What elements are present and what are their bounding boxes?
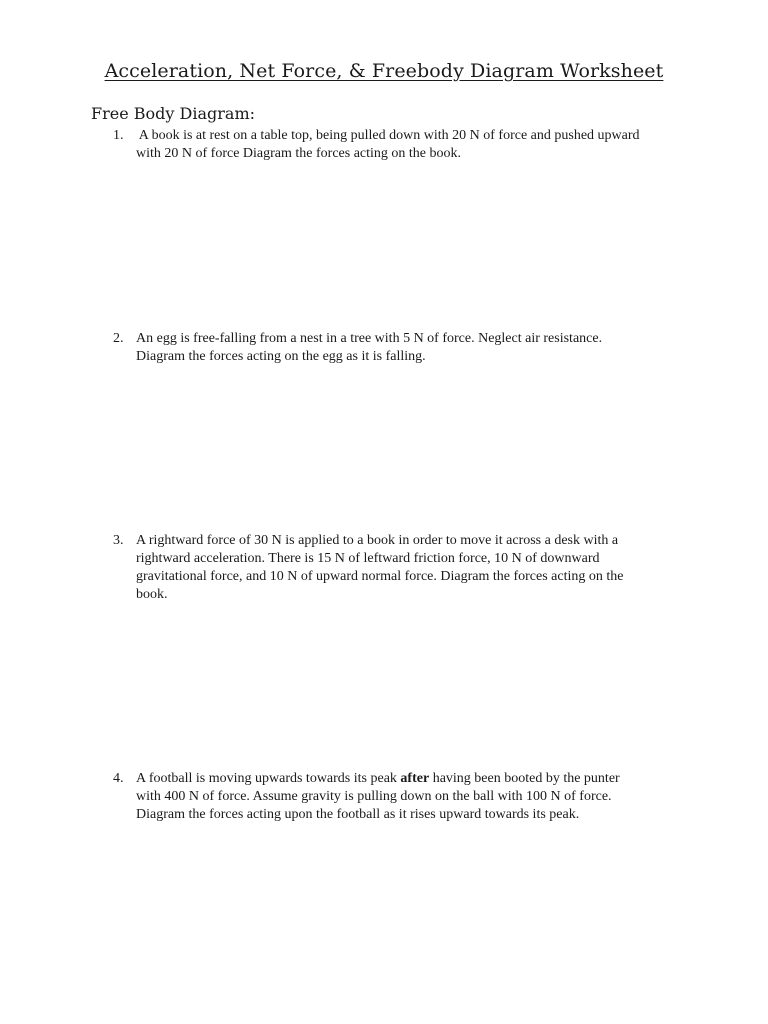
question-line <box>136 770 676 788</box>
emphasis-text: after <box>400 771 430 786</box>
question-text <box>136 532 676 604</box>
question-line: gravitational force, and 10 N of upward normal force. Diagram the forces acting on the <box>136 569 624 584</box>
question-number: 4. <box>113 771 124 786</box>
question-text <box>136 770 676 824</box>
question-line: A book is at rest on a table top, being pulled down with 20 N of force and pushed upward <box>136 128 640 143</box>
question-number: 3. <box>113 533 124 548</box>
question-line: with 20 N of force Diagram the forces acting on the book. <box>136 146 462 161</box>
question-line: with 400 N of force. Assume gravity is pulling down on the ball with 100 N of force. <box>136 789 612 804</box>
question-text <box>136 330 676 366</box>
question-text <box>136 127 676 163</box>
question-number: 2. <box>113 331 124 346</box>
question-line: Diagram the forces acting upon the football as it rises upward towards its peak. <box>136 807 580 822</box>
question-line: rightward acceleration. There is 15 N of leftward friction force, 10 N of downward <box>136 551 600 566</box>
section-heading: Free Body Diagram: <box>91 104 256 123</box>
question-line: An egg is free-falling from a nest in a tree with 5 N of force. Neglect air resistance. <box>136 331 603 346</box>
question-text-segment: having been booted by the punter <box>429 771 620 786</box>
question-number: 1. <box>113 128 124 143</box>
worksheet-title: Acceleration, Net Force, & Freebody Diagram Worksheet <box>104 60 664 82</box>
question-text-segment: A football is moving upwards towards its peak <box>136 771 401 786</box>
question-line: A rightward force of 30 N is applied to a book in order to move it across a desk with a <box>136 533 619 548</box>
question-line: book. <box>136 587 168 602</box>
question-line: Diagram the forces acting on the egg as it is falling. <box>136 349 426 364</box>
